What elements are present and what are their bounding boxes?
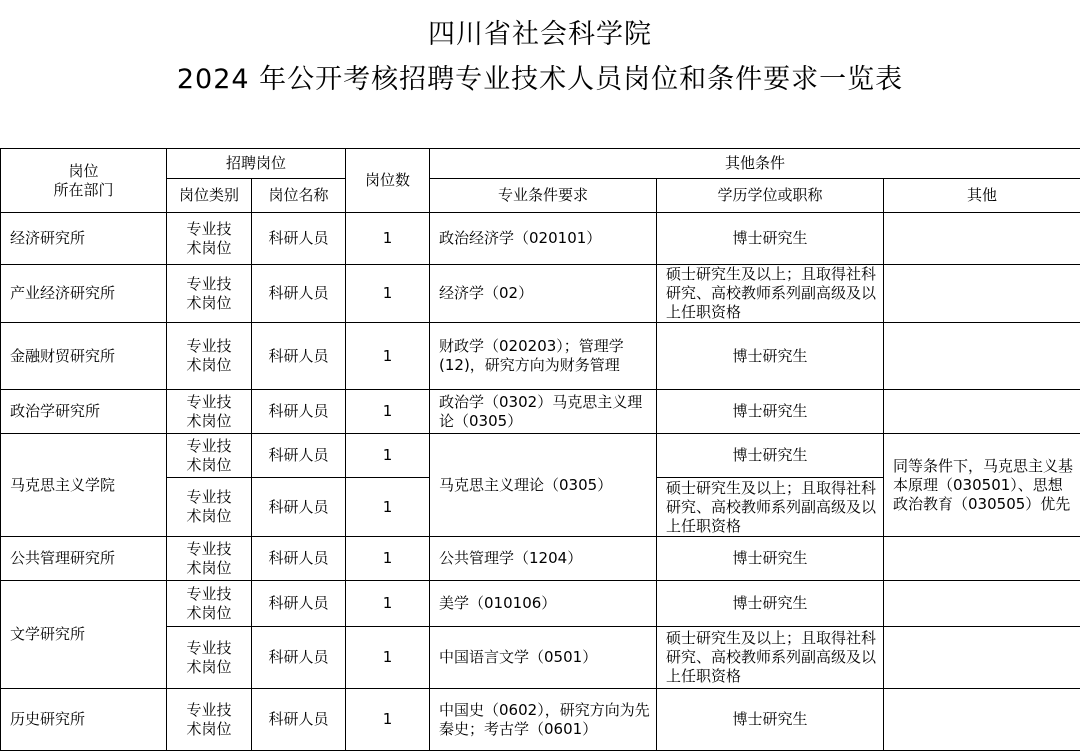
post-count-cell: 1 xyxy=(346,627,430,689)
major-cell: 财政学（020203）；管理学(12)，研究方向为财务管理 xyxy=(430,323,657,390)
header-row xyxy=(1,149,1080,179)
major-cell: 政治经济学（020101） xyxy=(430,213,657,265)
table-row xyxy=(1,581,1080,627)
post-type-line1: 专业技 xyxy=(167,393,251,412)
major-cell: 中国语言文学（0501） xyxy=(430,627,657,689)
other-cell xyxy=(884,213,1080,265)
post-type-line1: 专业技 xyxy=(167,220,251,239)
header-degree: 学历学位或职称 xyxy=(657,179,884,213)
degree-cell: 博士研究生 xyxy=(657,323,884,390)
document-title: 四川省社会科学院 xyxy=(0,12,1080,51)
post-name-cell: 科研人员 xyxy=(252,478,346,537)
other-cell xyxy=(884,627,1080,689)
other-cell xyxy=(884,265,1080,323)
post-type-cell xyxy=(167,434,252,478)
major-cell: 马克思主义理论（0305） xyxy=(430,434,657,537)
header-post-count: 岗位数 xyxy=(346,149,430,213)
degree-cell: 硕士研究生及以上；且取得社科研究、高校教师系列副高级及以上任职资格 xyxy=(657,478,884,537)
table-row xyxy=(1,390,1080,434)
dept-cell: 历史研究所 xyxy=(1,689,167,751)
post-type-line2: 术岗位 xyxy=(167,559,251,578)
post-name-cell: 科研人员 xyxy=(252,689,346,751)
post-type-line2: 术岗位 xyxy=(167,658,251,677)
dept-cell: 文学研究所 xyxy=(1,581,167,689)
post-type-cell xyxy=(167,537,252,581)
other-cell: 同等条件下，马克思主义基本原理（030501）、思想政治教育（030505）优先 xyxy=(884,434,1080,537)
header-other: 其他 xyxy=(884,179,1080,213)
dept-cell: 产业经济研究所 xyxy=(1,265,167,323)
major-cell: 公共管理学（1204） xyxy=(430,537,657,581)
table-row xyxy=(1,265,1080,323)
header-dept-line1: 岗位 xyxy=(1,162,166,181)
dept-cell: 马克思主义学院 xyxy=(1,434,167,537)
degree-cell: 博士研究生 xyxy=(657,434,884,478)
degree-cell: 硕士研究生及以上；且取得社科研究、高校教师系列副高级及以上任职资格 xyxy=(657,627,884,689)
post-type-line1: 专业技 xyxy=(167,437,251,456)
post-type-cell xyxy=(167,323,252,390)
header-post-name: 岗位名称 xyxy=(252,179,346,213)
table-row xyxy=(1,434,1080,478)
post-type-cell xyxy=(167,390,252,434)
header-other-group: 其他条件 xyxy=(430,149,1080,179)
post-type-line1: 专业技 xyxy=(167,585,251,604)
post-count-cell: 1 xyxy=(346,323,430,390)
post-name-cell: 科研人员 xyxy=(252,434,346,478)
table-row xyxy=(1,537,1080,581)
post-name-cell: 科研人员 xyxy=(252,627,346,689)
post-type-line2: 术岗位 xyxy=(167,239,251,258)
post-count-cell: 1 xyxy=(346,265,430,323)
post-type-cell xyxy=(167,213,252,265)
post-type-line2: 术岗位 xyxy=(167,720,251,739)
post-count-cell: 1 xyxy=(346,581,430,627)
table-row xyxy=(1,213,1080,265)
post-name-cell: 科研人员 xyxy=(252,390,346,434)
major-cell: 美学（010106） xyxy=(430,581,657,627)
post-name-cell: 科研人员 xyxy=(252,537,346,581)
post-type-line1: 专业技 xyxy=(167,540,251,559)
header-dept-line2: 所在部门 xyxy=(1,181,166,200)
post-count-cell: 1 xyxy=(346,478,430,537)
document-subtitle: 2024 年公开考核招聘专业技术人员岗位和条件要求一览表 xyxy=(0,57,1080,96)
other-cell xyxy=(884,689,1080,751)
dept-cell: 经济研究所 xyxy=(1,213,167,265)
degree-cell: 博士研究生 xyxy=(657,390,884,434)
post-type-line2: 术岗位 xyxy=(167,412,251,431)
post-type-line2: 术岗位 xyxy=(167,507,251,526)
dept-cell: 政治学研究所 xyxy=(1,390,167,434)
recruitment-table xyxy=(0,148,1080,751)
header-major: 专业条件要求 xyxy=(430,179,657,213)
post-type-cell xyxy=(167,689,252,751)
other-cell xyxy=(884,323,1080,390)
post-type-cell xyxy=(167,265,252,323)
post-type-cell xyxy=(167,478,252,537)
major-cell: 经济学（02） xyxy=(430,265,657,323)
dept-cell: 金融财贸研究所 xyxy=(1,323,167,390)
post-type-line1: 专业技 xyxy=(167,337,251,356)
post-type-line1: 专业技 xyxy=(167,488,251,507)
post-type-line2: 术岗位 xyxy=(167,604,251,623)
post-name-cell: 科研人员 xyxy=(252,323,346,390)
post-type-line1: 专业技 xyxy=(167,275,251,294)
header-recruit-group: 招聘岗位 xyxy=(167,149,346,179)
post-type-cell xyxy=(167,581,252,627)
table-row xyxy=(1,689,1080,751)
other-cell xyxy=(884,581,1080,627)
other-cell xyxy=(884,390,1080,434)
post-type-line2: 术岗位 xyxy=(167,294,251,313)
degree-cell: 博士研究生 xyxy=(657,689,884,751)
dept-cell: 公共管理研究所 xyxy=(1,537,167,581)
table-row xyxy=(1,323,1080,390)
degree-cell: 博士研究生 xyxy=(657,537,884,581)
degree-cell: 博士研究生 xyxy=(657,581,884,627)
post-name-cell: 科研人员 xyxy=(252,213,346,265)
degree-cell: 博士研究生 xyxy=(657,213,884,265)
post-count-cell: 1 xyxy=(346,213,430,265)
other-cell xyxy=(884,537,1080,581)
post-count-cell: 1 xyxy=(346,537,430,581)
degree-cell: 硕士研究生及以上；且取得社科研究、高校教师系列副高级及以上任职资格 xyxy=(657,265,884,323)
post-type-line2: 术岗位 xyxy=(167,456,251,475)
post-count-cell: 1 xyxy=(346,434,430,478)
major-cell: 中国史（0602），研究方向为先秦史；考古学（0601） xyxy=(430,689,657,751)
post-name-cell: 科研人员 xyxy=(252,581,346,627)
post-type-cell xyxy=(167,627,252,689)
post-type-line1: 专业技 xyxy=(167,639,251,658)
post-name-cell: 科研人员 xyxy=(252,265,346,323)
post-count-cell: 1 xyxy=(346,689,430,751)
post-type-line1: 专业技 xyxy=(167,701,251,720)
header-dept xyxy=(1,149,167,213)
major-cell: 政治学（0302）马克思主义理论（0305） xyxy=(430,390,657,434)
post-type-line2: 术岗位 xyxy=(167,356,251,375)
header-post-type: 岗位类别 xyxy=(167,179,252,213)
post-count-cell: 1 xyxy=(346,390,430,434)
